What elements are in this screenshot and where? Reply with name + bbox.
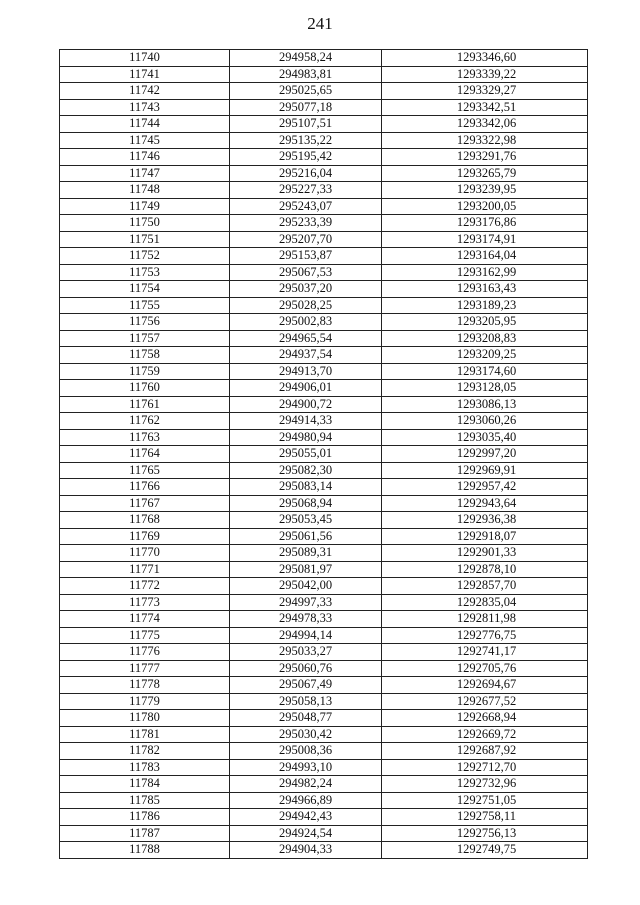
table-row	[60, 198, 588, 215]
y-coordinate-cell: 1293163,43	[382, 281, 588, 298]
point-number-cell: 11772	[60, 578, 230, 595]
coordinates-table	[59, 49, 588, 859]
point-number-cell: 11753	[60, 264, 230, 281]
x-coordinate-cell: 294924,54	[230, 825, 382, 842]
table-row	[60, 149, 588, 166]
y-coordinate-cell: 1293164,04	[382, 248, 588, 265]
y-coordinate-cell: 1293209,25	[382, 347, 588, 364]
x-coordinate-cell: 295067,49	[230, 677, 382, 694]
y-coordinate-cell: 1292957,42	[382, 479, 588, 496]
x-coordinate-cell: 295030,42	[230, 726, 382, 743]
table-row	[60, 446, 588, 463]
x-coordinate-cell: 295053,45	[230, 512, 382, 529]
y-coordinate-cell: 1292758,11	[382, 809, 588, 826]
point-number-cell: 11777	[60, 660, 230, 677]
point-number-cell: 11762	[60, 413, 230, 430]
point-number-cell: 11779	[60, 693, 230, 710]
y-coordinate-cell: 1292694,67	[382, 677, 588, 694]
x-coordinate-cell: 295207,70	[230, 231, 382, 248]
point-number-cell: 11773	[60, 594, 230, 611]
y-coordinate-cell: 1293176,86	[382, 215, 588, 232]
x-coordinate-cell: 295068,94	[230, 495, 382, 512]
table-row	[60, 248, 588, 265]
x-coordinate-cell: 294978,33	[230, 611, 382, 628]
table-row	[60, 528, 588, 545]
x-coordinate-cell: 295061,56	[230, 528, 382, 545]
y-coordinate-cell: 1292943,64	[382, 495, 588, 512]
y-coordinate-cell: 1292749,75	[382, 842, 588, 859]
point-number-cell: 11764	[60, 446, 230, 463]
y-coordinate-cell: 1293329,27	[382, 83, 588, 100]
y-coordinate-cell: 1293322,98	[382, 132, 588, 149]
y-coordinate-cell: 1292668,94	[382, 710, 588, 727]
point-number-cell: 11768	[60, 512, 230, 529]
y-coordinate-cell: 1292969,91	[382, 462, 588, 479]
y-coordinate-cell: 1292776,75	[382, 627, 588, 644]
table-row	[60, 116, 588, 133]
table-row	[60, 132, 588, 149]
point-number-cell: 11741	[60, 66, 230, 83]
y-coordinate-cell: 1292677,52	[382, 693, 588, 710]
table-row	[60, 660, 588, 677]
x-coordinate-cell: 295067,53	[230, 264, 382, 281]
x-coordinate-cell: 294914,33	[230, 413, 382, 430]
point-number-cell: 11749	[60, 198, 230, 215]
y-coordinate-cell: 1292835,04	[382, 594, 588, 611]
y-coordinate-cell: 1293174,91	[382, 231, 588, 248]
y-coordinate-cell: 1293086,13	[382, 396, 588, 413]
point-number-cell: 11740	[60, 50, 230, 67]
x-coordinate-cell: 294906,01	[230, 380, 382, 397]
x-coordinate-cell: 295233,39	[230, 215, 382, 232]
table-row	[60, 792, 588, 809]
x-coordinate-cell: 295055,01	[230, 446, 382, 463]
y-coordinate-cell: 1293189,23	[382, 297, 588, 314]
point-number-cell: 11771	[60, 561, 230, 578]
point-number-cell: 11769	[60, 528, 230, 545]
y-coordinate-cell: 1293205,95	[382, 314, 588, 331]
y-coordinate-cell: 1292756,13	[382, 825, 588, 842]
point-number-cell: 11770	[60, 545, 230, 562]
point-number-cell: 11763	[60, 429, 230, 446]
x-coordinate-cell: 295008,36	[230, 743, 382, 760]
x-coordinate-cell: 295028,25	[230, 297, 382, 314]
point-number-cell: 11754	[60, 281, 230, 298]
point-number-cell: 11746	[60, 149, 230, 166]
point-number-cell: 11783	[60, 759, 230, 776]
x-coordinate-cell: 294993,10	[230, 759, 382, 776]
point-number-cell: 11765	[60, 462, 230, 479]
table-row	[60, 314, 588, 331]
y-coordinate-cell: 1293239,95	[382, 182, 588, 199]
y-coordinate-cell: 1293339,22	[382, 66, 588, 83]
table-row	[60, 66, 588, 83]
coordinates-table-body	[60, 50, 588, 859]
table-row	[60, 396, 588, 413]
x-coordinate-cell: 294966,89	[230, 792, 382, 809]
y-coordinate-cell: 1292878,10	[382, 561, 588, 578]
point-number-cell: 11757	[60, 330, 230, 347]
y-coordinate-cell: 1292811,98	[382, 611, 588, 628]
point-number-cell: 11747	[60, 165, 230, 182]
table-row	[60, 413, 588, 430]
point-number-cell: 11745	[60, 132, 230, 149]
x-coordinate-cell: 294958,24	[230, 50, 382, 67]
x-coordinate-cell: 294982,24	[230, 776, 382, 793]
y-coordinate-cell: 1292857,70	[382, 578, 588, 595]
table-row	[60, 627, 588, 644]
table-row	[60, 578, 588, 595]
y-coordinate-cell: 1292936,38	[382, 512, 588, 529]
table-row	[60, 215, 588, 232]
point-number-cell: 11776	[60, 644, 230, 661]
y-coordinate-cell: 1292687,92	[382, 743, 588, 760]
table-row	[60, 50, 588, 67]
x-coordinate-cell: 294900,72	[230, 396, 382, 413]
point-number-cell: 11755	[60, 297, 230, 314]
table-row	[60, 231, 588, 248]
x-coordinate-cell: 295060,76	[230, 660, 382, 677]
table-row	[60, 363, 588, 380]
table-row	[60, 677, 588, 694]
point-number-cell: 11752	[60, 248, 230, 265]
point-number-cell: 11751	[60, 231, 230, 248]
table-row	[60, 297, 588, 314]
x-coordinate-cell: 294942,43	[230, 809, 382, 826]
x-coordinate-cell: 295135,22	[230, 132, 382, 149]
y-coordinate-cell: 1292741,17	[382, 644, 588, 661]
x-coordinate-cell: 295002,83	[230, 314, 382, 331]
point-number-cell: 11744	[60, 116, 230, 133]
table-row	[60, 495, 588, 512]
x-coordinate-cell: 295083,14	[230, 479, 382, 496]
x-coordinate-cell: 294980,94	[230, 429, 382, 446]
table-row	[60, 825, 588, 842]
x-coordinate-cell: 294937,54	[230, 347, 382, 364]
table-row	[60, 99, 588, 116]
point-number-cell: 11742	[60, 83, 230, 100]
x-coordinate-cell: 295216,04	[230, 165, 382, 182]
point-number-cell: 11787	[60, 825, 230, 842]
y-coordinate-cell: 1292751,05	[382, 792, 588, 809]
y-coordinate-cell: 1292669,72	[382, 726, 588, 743]
table-row	[60, 842, 588, 859]
x-coordinate-cell: 295048,77	[230, 710, 382, 727]
y-coordinate-cell: 1293208,83	[382, 330, 588, 347]
table-row	[60, 182, 588, 199]
y-coordinate-cell: 1293174,60	[382, 363, 588, 380]
point-number-cell: 11760	[60, 380, 230, 397]
x-coordinate-cell: 295153,87	[230, 248, 382, 265]
point-number-cell: 11784	[60, 776, 230, 793]
y-coordinate-cell: 1292901,33	[382, 545, 588, 562]
x-coordinate-cell: 295243,07	[230, 198, 382, 215]
table-row	[60, 611, 588, 628]
y-coordinate-cell: 1292997,20	[382, 446, 588, 463]
point-number-cell: 11750	[60, 215, 230, 232]
point-number-cell: 11767	[60, 495, 230, 512]
table-row	[60, 83, 588, 100]
y-coordinate-cell: 1293346,60	[382, 50, 588, 67]
x-coordinate-cell: 295227,33	[230, 182, 382, 199]
table-row	[60, 330, 588, 347]
table-row	[60, 462, 588, 479]
page-number: 241	[307, 14, 333, 33]
y-coordinate-cell: 1293291,76	[382, 149, 588, 166]
point-number-cell: 11756	[60, 314, 230, 331]
table-row	[60, 776, 588, 793]
x-coordinate-cell: 295037,20	[230, 281, 382, 298]
table-row	[60, 759, 588, 776]
point-number-cell: 11743	[60, 99, 230, 116]
table-row	[60, 561, 588, 578]
y-coordinate-cell: 1293035,40	[382, 429, 588, 446]
x-coordinate-cell: 295058,13	[230, 693, 382, 710]
point-number-cell: 11781	[60, 726, 230, 743]
table-row	[60, 644, 588, 661]
point-number-cell: 11788	[60, 842, 230, 859]
point-number-cell: 11785	[60, 792, 230, 809]
point-number-cell: 11758	[60, 347, 230, 364]
x-coordinate-cell: 295077,18	[230, 99, 382, 116]
y-coordinate-cell: 1293200,05	[382, 198, 588, 215]
point-number-cell: 11780	[60, 710, 230, 727]
x-coordinate-cell: 294994,14	[230, 627, 382, 644]
table-row	[60, 479, 588, 496]
y-coordinate-cell: 1292705,76	[382, 660, 588, 677]
x-coordinate-cell: 295081,97	[230, 561, 382, 578]
table-row	[60, 429, 588, 446]
table-row	[60, 809, 588, 826]
x-coordinate-cell: 294965,54	[230, 330, 382, 347]
x-coordinate-cell: 295089,31	[230, 545, 382, 562]
table-row	[60, 380, 588, 397]
point-number-cell: 11759	[60, 363, 230, 380]
y-coordinate-cell: 1293342,06	[382, 116, 588, 133]
table-row	[60, 710, 588, 727]
table-row	[60, 512, 588, 529]
y-coordinate-cell: 1293162,99	[382, 264, 588, 281]
table-row	[60, 693, 588, 710]
y-coordinate-cell: 1293265,79	[382, 165, 588, 182]
x-coordinate-cell: 295195,42	[230, 149, 382, 166]
point-number-cell: 11778	[60, 677, 230, 694]
point-number-cell: 11761	[60, 396, 230, 413]
table-row	[60, 165, 588, 182]
x-coordinate-cell: 294913,70	[230, 363, 382, 380]
y-coordinate-cell: 1292732,96	[382, 776, 588, 793]
point-number-cell: 11782	[60, 743, 230, 760]
table-row	[60, 281, 588, 298]
point-number-cell: 11748	[60, 182, 230, 199]
point-number-cell: 11786	[60, 809, 230, 826]
point-number-cell: 11774	[60, 611, 230, 628]
table-row	[60, 347, 588, 364]
x-coordinate-cell: 294904,33	[230, 842, 382, 859]
x-coordinate-cell: 295033,27	[230, 644, 382, 661]
x-coordinate-cell: 295107,51	[230, 116, 382, 133]
table-row	[60, 264, 588, 281]
y-coordinate-cell: 1292918,07	[382, 528, 588, 545]
table-row	[60, 594, 588, 611]
y-coordinate-cell: 1292712,70	[382, 759, 588, 776]
x-coordinate-cell: 295025,65	[230, 83, 382, 100]
y-coordinate-cell: 1293342,51	[382, 99, 588, 116]
x-coordinate-cell: 295082,30	[230, 462, 382, 479]
x-coordinate-cell: 295042,00	[230, 578, 382, 595]
table-row	[60, 726, 588, 743]
table-row	[60, 743, 588, 760]
y-coordinate-cell: 1293060,26	[382, 413, 588, 430]
x-coordinate-cell: 294997,33	[230, 594, 382, 611]
point-number-cell: 11775	[60, 627, 230, 644]
table-row	[60, 545, 588, 562]
point-number-cell: 11766	[60, 479, 230, 496]
x-coordinate-cell: 294983,81	[230, 66, 382, 83]
y-coordinate-cell: 1293128,05	[382, 380, 588, 397]
